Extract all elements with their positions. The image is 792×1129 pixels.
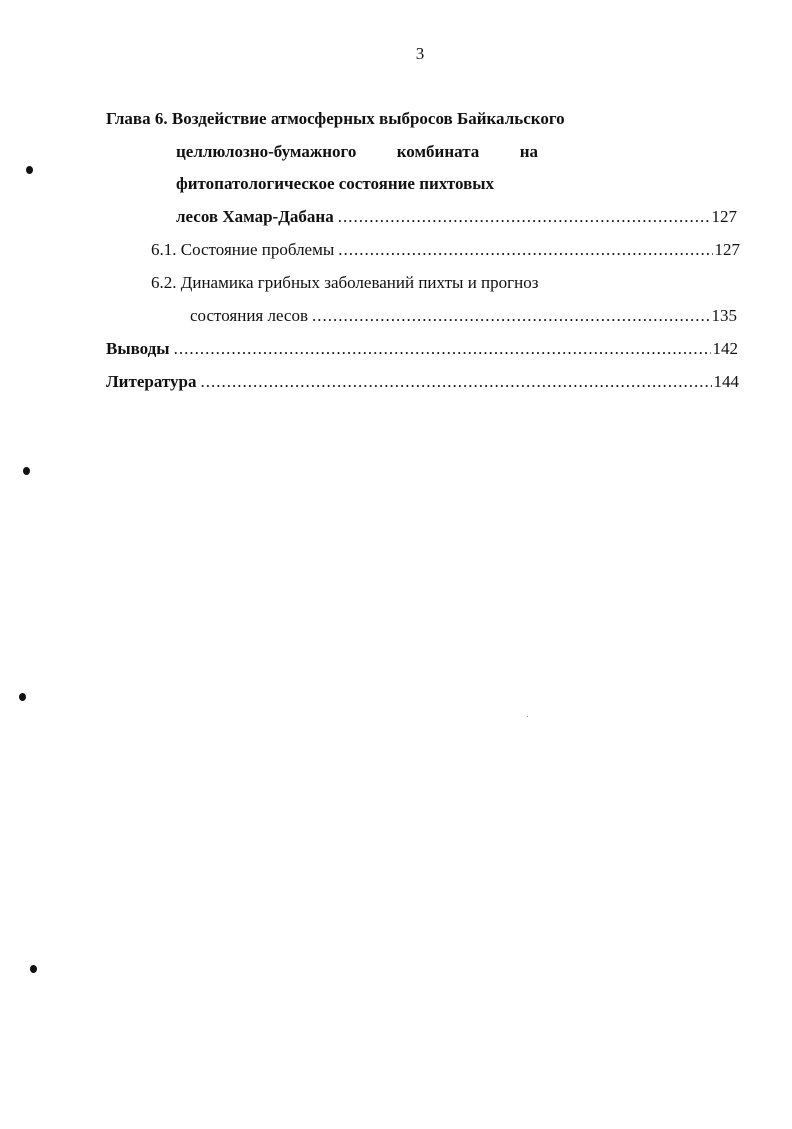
chapter-6-title-line1: Воздействие атмосферных выбросов Байкальского: [171, 109, 565, 128]
literature-title: Литература: [106, 372, 197, 391]
section-6-1-number: 6.1.: [151, 240, 177, 259]
chapter-6-title-line3: фитопатологическое состояние пихтовых: [176, 174, 495, 193]
toc-entry-conclusions: [106, 338, 738, 360]
dot-leader: [200, 371, 711, 393]
dot-leader: [174, 338, 711, 360]
chapter-6-title-line4: лесов Хамар-Дабана: [176, 207, 334, 226]
toc-entry-6-2-line1: [151, 272, 538, 294]
section-6-1-title: Состояние проблемы: [180, 240, 335, 259]
chapter-6-title-word: комбината: [396, 142, 480, 161]
section-6-2-title-line1: Динамика грибных заболеваний пихты и прогноз: [180, 273, 539, 292]
chapter-6-title-word: целлюлозно-бумажного: [176, 142, 357, 161]
chapter-6-title-line2: [176, 141, 538, 163]
chapter-6-prefix: Глава 6.: [106, 109, 168, 128]
dot-leader: [338, 239, 712, 261]
chapter-6-heading: [106, 108, 565, 130]
dot-leader: [312, 305, 709, 327]
section-6-2-title-line2: состояния лесов: [190, 306, 309, 325]
toc-entry-6-1: [151, 239, 740, 261]
toc-entry-literature: [106, 371, 739, 393]
punch-mark: [30, 965, 37, 973]
chapter-6-page: 127: [711, 207, 737, 226]
section-6-2-number: 6.2.: [151, 273, 177, 292]
toc-entry-chapter-6: [176, 206, 737, 228]
scan-speck: [527, 716, 528, 717]
page-number: 3: [415, 44, 425, 63]
punch-mark: [23, 467, 30, 475]
punch-mark: [19, 693, 26, 701]
conclusions-page: 142: [712, 339, 738, 358]
chapter-6-title-word: на: [519, 142, 538, 161]
literature-page: 144: [713, 372, 739, 391]
conclusions-title: Выводы: [106, 339, 170, 358]
toc-entry-6-2: [190, 305, 737, 327]
dot-leader: [338, 206, 710, 228]
punch-mark: [26, 166, 33, 174]
section-6-1-page: 127: [714, 240, 740, 259]
section-6-2-page: 135: [711, 306, 737, 325]
